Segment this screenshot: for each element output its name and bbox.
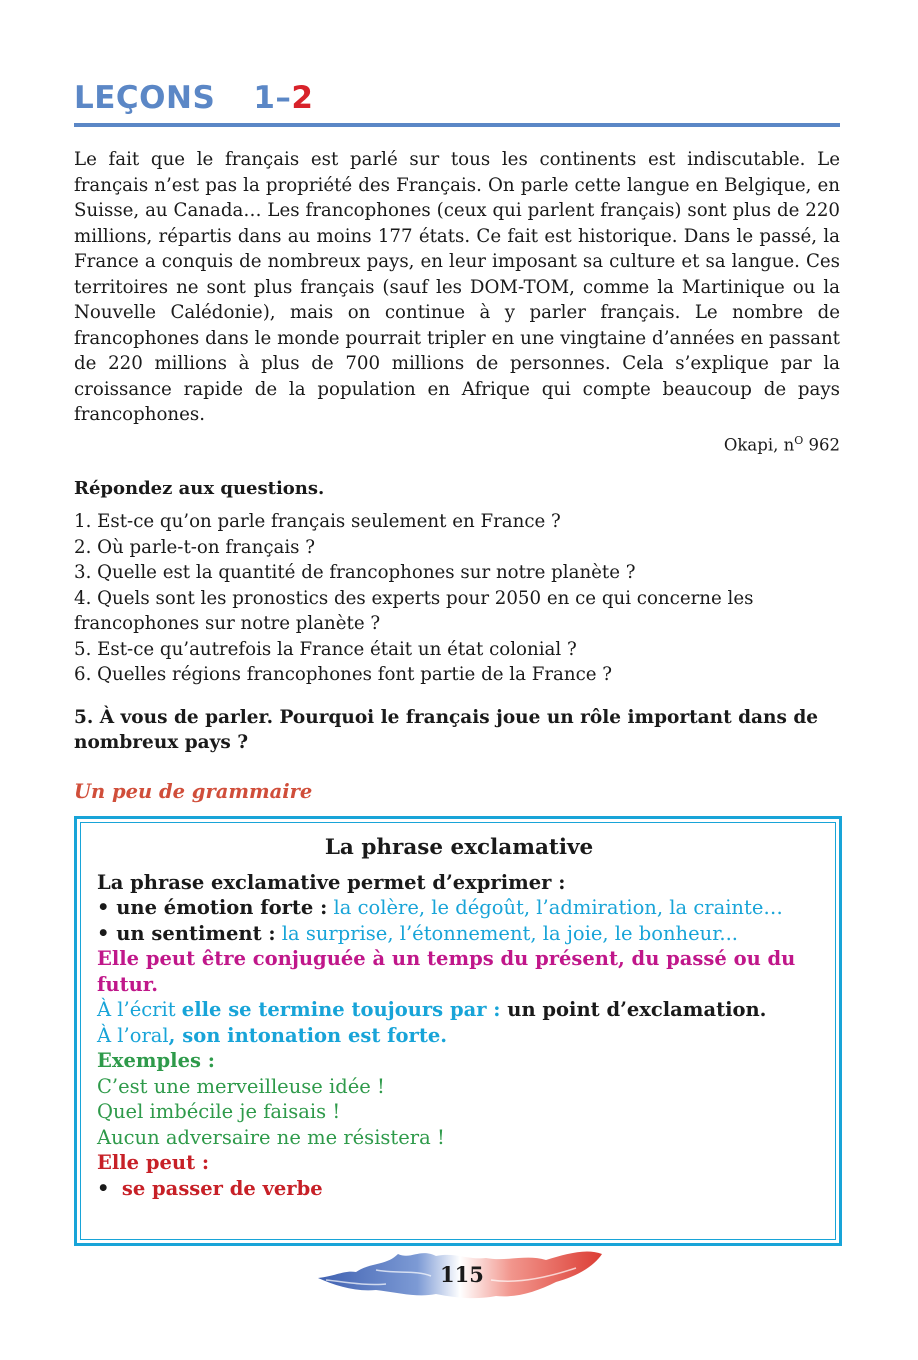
written-prefix: À l’écrit <box>97 998 182 1021</box>
lesson-number-first: 1 <box>253 80 276 116</box>
bullet-emotion-text: la colère, le dégoût, l’admiration, la crainte… <box>327 896 783 919</box>
grammar-box <box>74 816 842 1246</box>
example-sentence: Quel imbécile je faisais ! <box>97 1100 341 1123</box>
bullet-feeling-text: la surprise, l’étonnement, la joie, le bonheur... <box>275 921 738 945</box>
page-number: 115 <box>440 1262 484 1287</box>
oral-prefix: À l’oral <box>97 1023 169 1047</box>
grammar-bullet-emotion <box>97 895 821 921</box>
heading-divider <box>74 123 840 127</box>
reading-passage: Le fait que le français est parlé sur tous les continents est indiscutable. Le français n’est pas la propriété des Français. On parle cette langue en Belgique, en Suisse, au Canada… Les francophones (ceux qui parlent français) sont plus de 220 millions, répartis dans au moins 177 états. Ce fait est historique. Dans le passé, la France a conquis de nombreux pays, en leur imposant sa culture et sa langue. Ces territoires ne sont plus français (sauf les DOM-TOM, comme la Martinique ou la Nouvelle Calédonie), mais on continue à y parler français. Le nombre de francophones dans le monde pourrait tripler en une vingtaine d’années en passant de 220 millions à plus de 700 millions de personnes. Cela s’explique par la croissance rapide de la population en Afrique qui compte beaucoup de pays francophones. <box>74 149 840 425</box>
passage-source <box>724 434 840 455</box>
written-end: un point d’exclamation. <box>500 998 767 1021</box>
source-number: 962 <box>803 435 840 455</box>
grammar-subtitle: Un peu de grammaire <box>74 780 313 803</box>
speaking-task: 5. À vous de parler. Pourquoi le français joue un rôle important dans de nombreux pays ? <box>74 707 819 753</box>
questions-list <box>74 509 840 688</box>
grammar-written-rule <box>97 997 821 1023</box>
grammar-intro: La phrase exclamative permet d’exprimer : <box>97 870 566 894</box>
lesson-word: LEÇONS <box>74 80 216 116</box>
grammar-oral-rule <box>97 1023 821 1049</box>
question-item: 2. Où parle-t-on français ? <box>74 536 316 558</box>
question-item: 4. Quels sont les pronostics des experts pour 2050 en ce qui concerne les francophones sur notre planète ? <box>74 587 754 634</box>
written-bold: elle se termine toujours par : <box>181 998 501 1021</box>
bullet-dot: • <box>97 1176 110 1200</box>
lesson-heading <box>74 80 313 116</box>
grammar-box-inner-frame <box>80 822 836 1240</box>
can-label: Elle peut : <box>97 1151 210 1174</box>
examples-label: Exemples : <box>97 1049 215 1072</box>
source-superscript: O <box>794 434 804 447</box>
grammar-tense-note: Elle peut être conjuguée à un temps du présent, du passé ou du futur. <box>97 947 796 996</box>
grammar-box-content <box>97 835 821 1201</box>
question-item: 3. Quelle est la quantité de francophones sur notre planète ? <box>74 562 636 583</box>
grammar-box-title: La phrase exclamative <box>324 835 594 860</box>
question-item: 5. Est-ce qu’autrefois la France était un état colonial ? <box>74 638 577 660</box>
question-item: 6. Quelles régions francophones font partie de la France ? <box>74 664 613 685</box>
source-name: Okapi, n <box>723 435 795 455</box>
can-item-text: se passer de verbe <box>121 1176 323 1200</box>
oral-bold: , son intonation est forte. <box>168 1023 448 1047</box>
example-sentence: Aucun adversaire ne me résistera ! <box>97 1125 445 1149</box>
lesson-number-second: 2 <box>291 80 314 116</box>
bullet-feeling-label: • un sentiment : <box>97 921 276 945</box>
bullet-emotion-label: • une émotion forte : <box>97 896 328 919</box>
questions-title: Répondez aux questions. <box>74 478 325 499</box>
lesson-dash: – <box>275 80 292 116</box>
can-item <box>97 1176 821 1202</box>
question-item: 1. Est-ce qu’on parle français seulement en France ? <box>74 511 561 532</box>
grammar-bullet-feeling <box>97 921 821 947</box>
example-sentence: C’est une merveilleuse idée ! <box>97 1074 385 1098</box>
